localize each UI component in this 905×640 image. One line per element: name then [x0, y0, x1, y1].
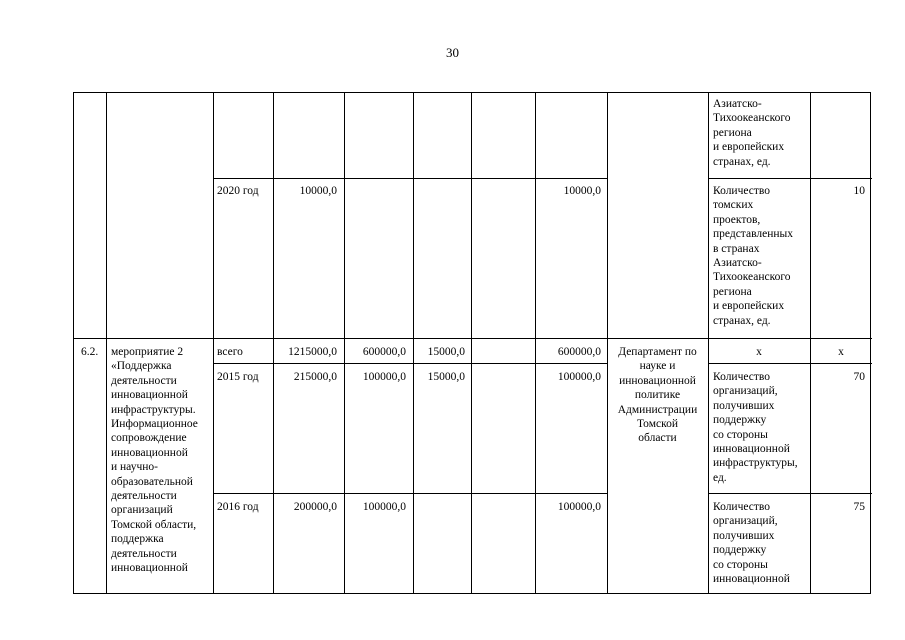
row-divider	[708, 493, 872, 494]
program-table	[73, 92, 871, 594]
col-divider	[106, 93, 107, 593]
row-divider	[708, 178, 872, 179]
total-cell: 1215000,0	[288, 346, 337, 358]
federal-budget-cell: 100000,0	[362, 371, 406, 383]
row-divider	[74, 338, 872, 339]
indicator-cell: Азиатско- Тихоокеанского региона и европейских странах, ед.	[713, 98, 791, 168]
indicator-value-cell: х	[838, 346, 844, 358]
indicator-value-cell: 70	[853, 371, 865, 383]
regional-budget-cell: 15000,0	[427, 371, 465, 383]
year-cell: всего	[217, 346, 243, 358]
item-number-cell: 6.2.	[81, 346, 99, 358]
extra-budget-cell: 100000,0	[557, 501, 601, 513]
row-divider	[213, 178, 608, 179]
indicator-value-cell: 75	[853, 501, 865, 513]
indicator-cell: Количество томских проектов, представленных в странах Азиатско- Тихоокеанского региона и европейских странах, ед.	[713, 185, 793, 327]
indicator-cell: х	[756, 346, 762, 358]
federal-budget-cell: 600000,0	[362, 346, 406, 358]
year-cell: 2015 год	[217, 371, 259, 383]
col-divider	[535, 93, 536, 593]
col-divider	[607, 93, 608, 593]
regional-budget-cell: 15000,0	[427, 346, 465, 358]
year-cell: 2020 год	[217, 185, 259, 197]
total-cell: 200000,0	[293, 501, 337, 513]
indicator-cell: Количество организаций, получивших поддержку со стороны инновационной инфраструктуры, ед.	[713, 371, 798, 484]
executor-cell: Департамент по науке и инновационной политике Администрации Томской области	[617, 346, 698, 445]
extra-budget-cell: 100000,0	[557, 371, 601, 383]
row-divider	[708, 363, 872, 364]
col-divider	[344, 93, 345, 593]
col-divider	[471, 93, 472, 593]
federal-budget-cell: 100000,0	[362, 501, 406, 513]
row-divider	[213, 493, 608, 494]
col-divider	[708, 93, 709, 593]
col-divider	[273, 93, 274, 593]
indicator-cell: Количество организаций, получивших поддержку со стороны инновационной	[713, 501, 790, 586]
page-number: 30	[446, 45, 459, 60]
total-cell: 10000,0	[299, 185, 337, 197]
extra-budget-cell: 10000,0	[563, 185, 601, 197]
row-divider	[213, 363, 608, 364]
col-divider	[413, 93, 414, 593]
measure-name-cell: мероприятие 2 «Поддержка деятельности инновационной инфраструктуры. Информационное сопровождение инновационной и научно- образовательной деятельности организаций Томской области, поддержка деятельности инновационной	[111, 346, 198, 575]
total-cell: 215000,0	[293, 371, 337, 383]
year-cell: 2016 год	[217, 501, 259, 513]
extra-budget-cell: 600000,0	[557, 346, 601, 358]
indicator-value-cell: 10	[853, 185, 865, 197]
